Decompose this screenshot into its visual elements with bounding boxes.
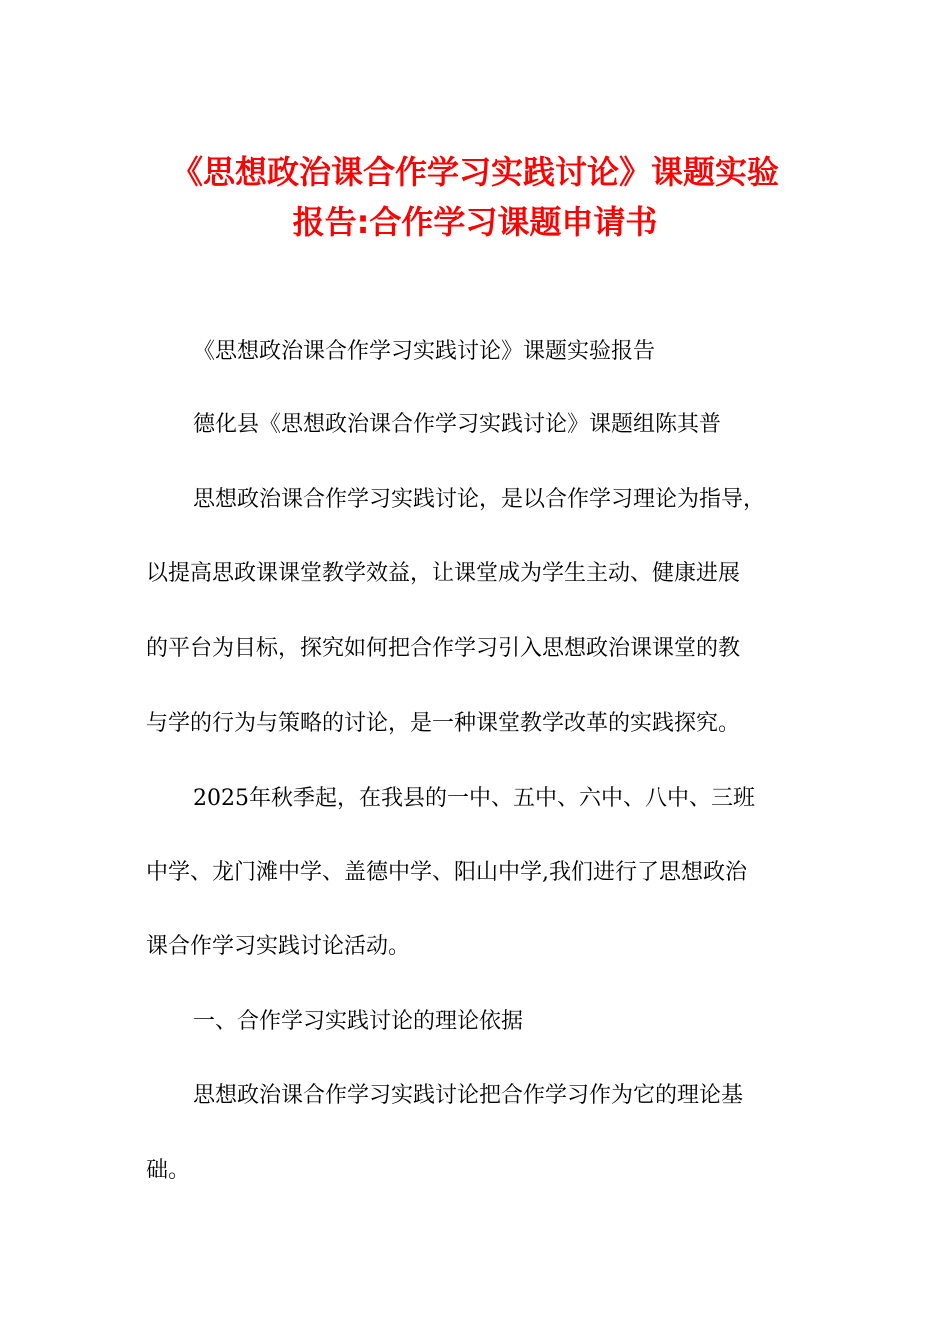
paragraph-line: 础。	[146, 1158, 191, 1183]
paragraph-line: 2025年秋季起，在我县的一中、五中、六中、八中、三班	[193, 786, 755, 811]
paragraph-report-heading: 《思想政治课合作学习实践讨论》课题实验报告	[193, 339, 656, 364]
paragraph-line: 以提高思政课课堂教学效益，让课堂成为学生主动、健康进展	[146, 561, 741, 586]
paragraph-line: 课合作学习实践讨论活动。	[146, 934, 411, 959]
paragraph-line: 与学的行为与策略的讨论，是一种课堂教学改革的实践探究。	[146, 711, 741, 736]
paragraph-line: 思想政治课合作学习实践讨论，是以合作学习理论为指导，	[193, 487, 766, 512]
paragraph-line: 思想政治课合作学习实践讨论把合作学习作为它的理论基	[193, 1083, 744, 1108]
document-title-line-1: 《思想政治课合作学习实践讨论》课题实验	[170, 153, 779, 191]
section-heading: 一、合作学习实践讨论的理论依据	[193, 1009, 524, 1034]
document-title-line-2: 报告:合作学习课题申请书	[292, 203, 658, 241]
paragraph-line: 中学、龙门滩中学、盖德中学、阳山中学,我们进行了思想政治	[146, 860, 747, 885]
paragraph-line: 的平台为目标，探究如何把合作学习引入思想政治课课堂的教	[146, 636, 741, 661]
paragraph-author: 德化县《思想政治课合作学习实践讨论》课题组陈其普	[193, 412, 722, 437]
